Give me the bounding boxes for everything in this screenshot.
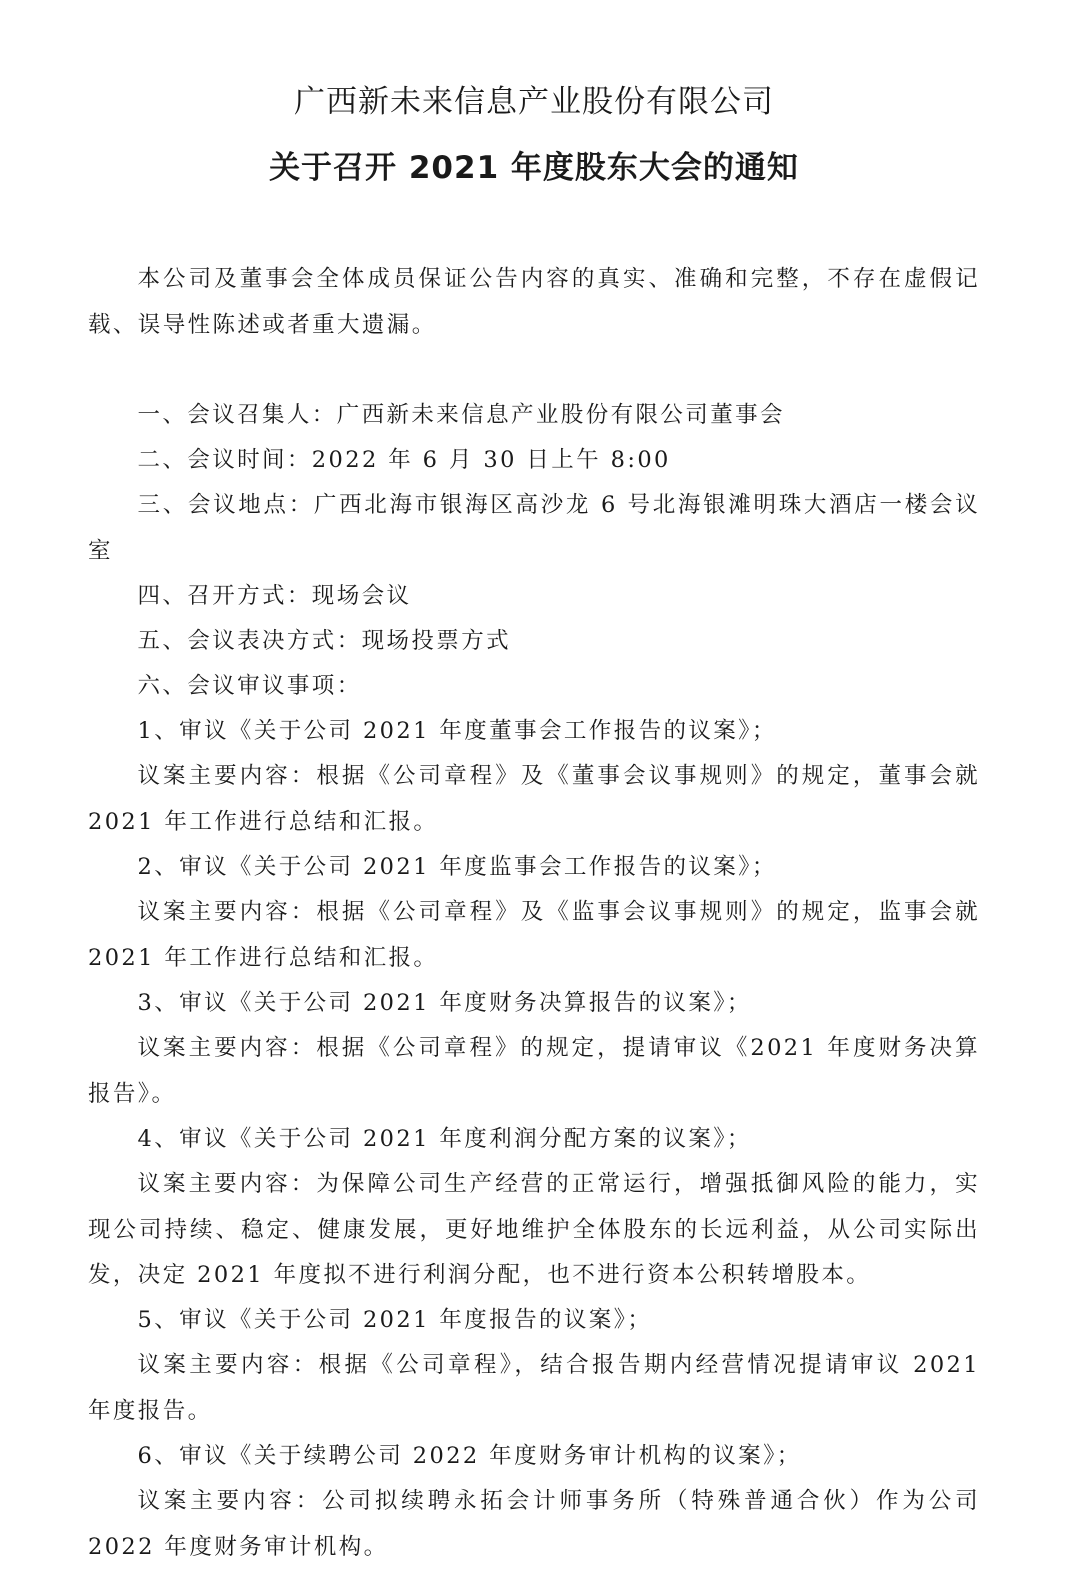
motion-title: 2、审议《关于公司 2021 年度监事会工作报告的议案》； — [137, 854, 777, 880]
item-convener: 一、会议召集人：广西新未来信息产业股份有限公司董事会 — [137, 402, 785, 428]
item-voting-method: 五、会议表决方式：现场投票方式 — [137, 628, 512, 654]
motion-content: 议案主要内容：根据《公司章程》及《董事会议事规则》的规定，董事会就 2021 年工作进行总结和汇报。 — [88, 763, 980, 835]
item-meeting-method: 四、召开方式：现场会议 — [137, 583, 412, 609]
notice-title: 关于召开 2021 年度股东大会的通知 — [269, 150, 799, 186]
motion-content: 议案主要内容：根据《公司章程》及《监事会议事规则》的规定，监事会就 2021 年工作进行总结和汇报。 — [88, 899, 980, 971]
item-meeting-location: 三、会议地点：广西北海市银海区高沙龙 6 号北海银滩明珠大酒店一楼会议室 — [88, 492, 980, 564]
motion-content: 议案主要内容：根据《公司章程》，结合报告期内经营情况提请审议 2021 年度报告。 — [88, 1352, 980, 1424]
company-name: 广西新未来信息产业股份有限公司 — [294, 84, 774, 120]
motion-title: 5、审议《关于公司 2021 年度报告的议案》； — [137, 1307, 653, 1333]
motion-title: 6、审议《关于续聘公司 2022 年度财务审计机构的议案》； — [137, 1443, 802, 1469]
motion-title: 1、审议《关于公司 2021 年度董事会工作报告的议案》； — [137, 718, 777, 744]
motion-title: 4、审议《关于公司 2021 年度利润分配方案的议案》； — [137, 1126, 752, 1152]
statement-paragraph: 本公司及董事会全体成员保证公告内容的真实、准确和完整，不存在虚假记载、误导性陈述或者重大遗漏。 — [88, 266, 980, 338]
item-meeting-time: 二、会议时间：2022 年 6 月 30 日上午 8:00 — [137, 447, 671, 473]
item-agenda-heading: 六、会议审议事项： — [137, 673, 362, 699]
motion-content: 议案主要内容：根据《公司章程》的规定，提请审议《2021 年度财务决算报告》。 — [88, 1035, 980, 1107]
motion-content: 议案主要内容：为保障公司生产经营的正常运行，增强抵御风险的能力，实现公司持续、稳定、健康发展，更好地维护全体股东的长远利益，从公司实际出发，决定 2021 年度拟不进行利润分配，也不进行资本公积转增股本。 — [88, 1171, 980, 1288]
motion-content: 议案主要内容：公司拟续聘永拓会计师事务所（特殊普通合伙）作为公司 2022 年度财务审计机构。 — [88, 1488, 980, 1560]
motion-title: 3、审议《关于公司 2021 年度财务决算报告的议案》； — [137, 990, 752, 1016]
